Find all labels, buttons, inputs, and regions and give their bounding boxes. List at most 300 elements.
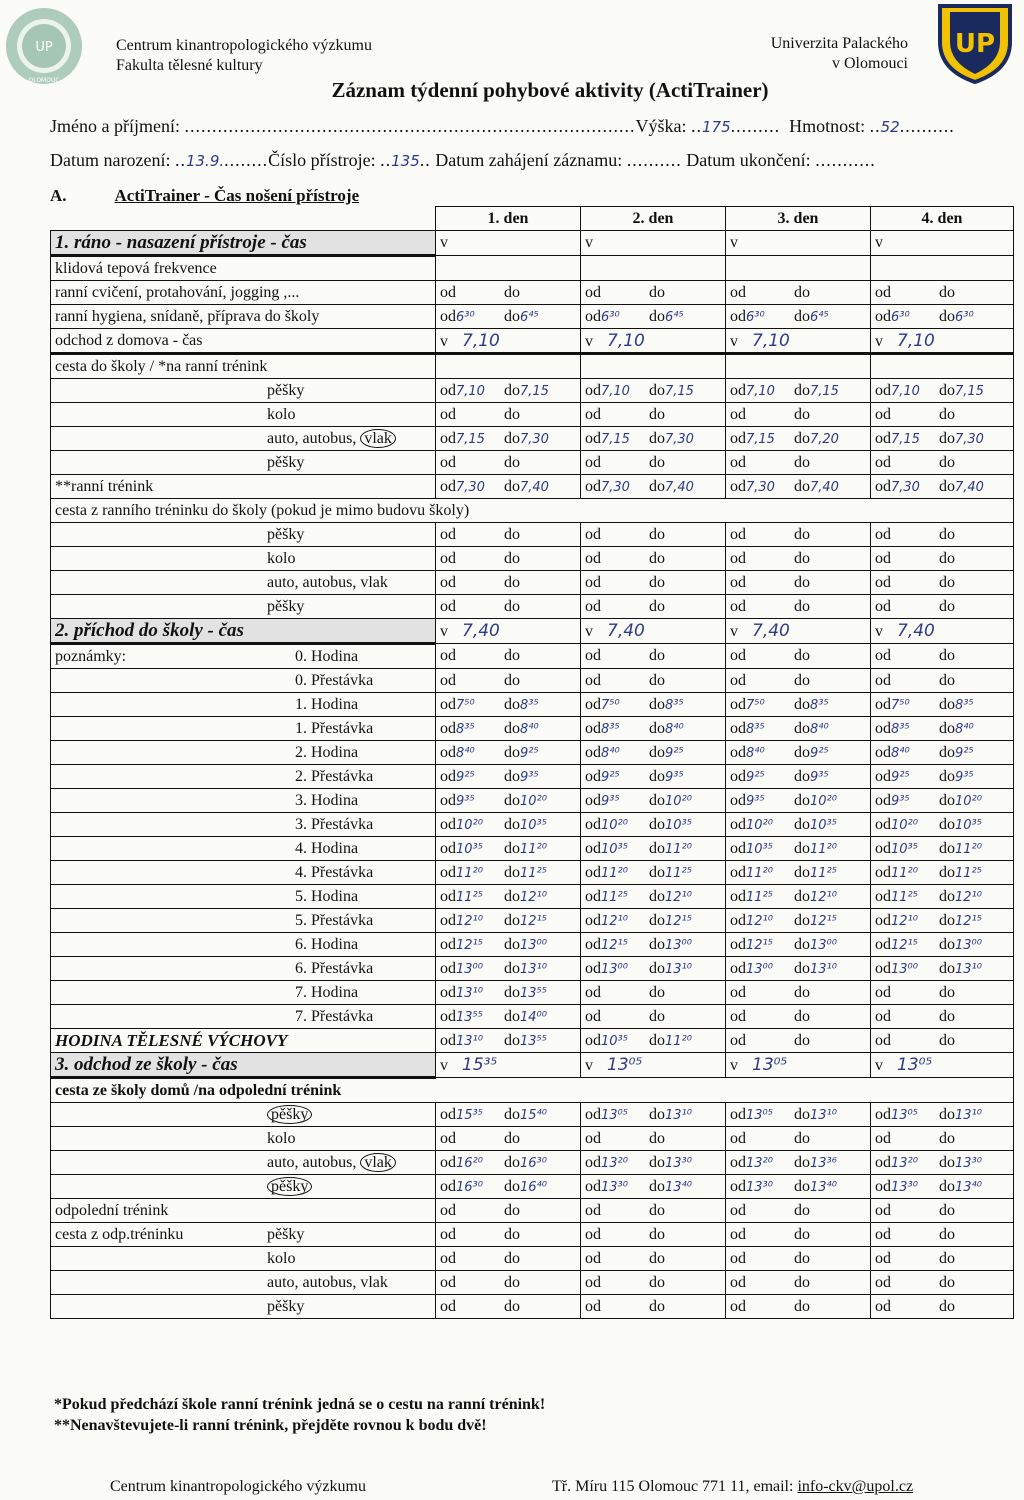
time-cell[interactable] — [726, 451, 871, 475]
time-cell[interactable] — [436, 451, 581, 475]
time-cell[interactable] — [871, 403, 1014, 427]
to-time[interactable]: 10³⁵ — [810, 817, 837, 833]
from-time[interactable]: 9²⁵ — [746, 769, 765, 785]
to-time[interactable]: 13¹⁰ — [955, 1107, 982, 1123]
time-cell[interactable] — [436, 1053, 581, 1078]
time-cell[interactable] — [436, 1247, 581, 1271]
to-time[interactable]: 11²⁵ — [955, 865, 982, 881]
time-cell[interactable] — [726, 231, 871, 256]
time-cell[interactable] — [871, 669, 1014, 693]
time-cell[interactable] — [726, 1247, 871, 1271]
from-time[interactable]: 7,10 — [746, 383, 775, 399]
to-time[interactable]: 9²⁵ — [520, 745, 539, 761]
from-time[interactable]: 13¹⁰ — [456, 985, 483, 1001]
time-cell[interactable] — [581, 1103, 726, 1127]
to-time[interactable]: 7,15 — [955, 383, 984, 399]
time-cell[interactable] — [726, 475, 871, 499]
to-time[interactable]: 13³⁶ — [810, 1155, 837, 1171]
to-time[interactable]: 9²⁵ — [810, 745, 829, 761]
time-cell[interactable] — [726, 717, 871, 741]
device-value[interactable]: 135 — [391, 152, 420, 170]
from-time[interactable]: 12¹⁰ — [601, 913, 628, 929]
time-cell[interactable] — [871, 1223, 1014, 1247]
time-cell[interactable] — [436, 693, 581, 717]
time-cell[interactable] — [581, 1053, 726, 1078]
time-cell[interactable] — [726, 379, 871, 403]
to-time[interactable]: 11²⁵ — [810, 865, 837, 881]
time-cell[interactable] — [581, 1199, 726, 1223]
time-cell[interactable] — [726, 909, 871, 933]
to-time[interactable]: 12¹⁰ — [665, 889, 692, 905]
time-cell[interactable] — [726, 981, 871, 1005]
time-cell[interactable] — [871, 837, 1014, 861]
from-time[interactable]: 16³⁰ — [456, 1179, 483, 1195]
time-cell[interactable] — [726, 281, 871, 305]
from-time[interactable]: 12¹⁵ — [456, 937, 483, 953]
time-cell[interactable] — [581, 231, 726, 256]
from-time[interactable]: 9²⁵ — [456, 769, 475, 785]
time-cell[interactable] — [871, 329, 1014, 354]
time-cell[interactable] — [871, 1103, 1014, 1127]
time-cell[interactable] — [436, 1103, 581, 1127]
time-value[interactable]: 13⁰⁵ — [752, 1055, 788, 1075]
to-time[interactable]: 15⁴⁰ — [520, 1107, 547, 1123]
time-cell[interactable] — [871, 861, 1014, 885]
time-cell[interactable] — [436, 765, 581, 789]
time-cell[interactable] — [726, 1005, 871, 1029]
time-cell[interactable] — [581, 427, 726, 451]
from-time[interactable]: 9²⁵ — [601, 769, 620, 785]
time-cell[interactable] — [726, 1029, 871, 1053]
time-cell[interactable] — [871, 693, 1014, 717]
to-time[interactable]: 11²⁰ — [810, 841, 837, 857]
time-cell[interactable] — [436, 981, 581, 1005]
time-cell[interactable] — [726, 547, 871, 571]
from-time[interactable]: 12¹⁰ — [456, 913, 483, 929]
from-time[interactable]: 10³⁵ — [746, 841, 773, 857]
time-cell[interactable] — [436, 933, 581, 957]
time-cell[interactable] — [581, 1295, 726, 1319]
to-time[interactable]: 7,15 — [520, 383, 549, 399]
time-cell[interactable] — [581, 329, 726, 354]
to-time[interactable]: 7,30 — [955, 431, 984, 447]
time-cell[interactable] — [871, 741, 1014, 765]
time-cell[interactable] — [436, 644, 581, 669]
time-cell[interactable] — [581, 957, 726, 981]
to-time[interactable]: 13¹⁰ — [810, 961, 837, 977]
time-cell[interactable] — [726, 861, 871, 885]
time-cell[interactable] — [726, 644, 871, 669]
time-cell[interactable] — [726, 305, 871, 329]
time-cell[interactable] — [871, 379, 1014, 403]
to-time[interactable]: 7,40 — [665, 479, 694, 495]
time-cell[interactable] — [581, 741, 726, 765]
to-time[interactable]: 13⁴⁰ — [955, 1179, 982, 1195]
time-cell[interactable] — [436, 957, 581, 981]
to-time[interactable]: 12¹⁰ — [955, 889, 982, 905]
time-cell[interactable] — [871, 1029, 1014, 1053]
from-time[interactable]: 11²⁵ — [746, 889, 773, 905]
from-time[interactable]: 7⁵⁰ — [456, 697, 475, 713]
to-time[interactable]: 12¹⁵ — [665, 913, 692, 929]
time-cell[interactable] — [581, 837, 726, 861]
time-cell[interactable] — [436, 619, 581, 644]
time-cell[interactable] — [581, 765, 726, 789]
time-value[interactable]: 7,10 — [897, 330, 935, 351]
time-cell[interactable] — [726, 837, 871, 861]
from-time[interactable]: 7,30 — [891, 479, 920, 495]
time-cell[interactable] — [726, 329, 871, 354]
time-cell[interactable] — [436, 305, 581, 329]
time-cell[interactable] — [726, 933, 871, 957]
from-time[interactable]: 10³⁵ — [601, 1033, 628, 1049]
to-time[interactable]: 8³⁵ — [810, 697, 829, 713]
from-time[interactable]: 7⁵⁰ — [746, 697, 765, 713]
time-cell[interactable] — [581, 717, 726, 741]
to-time[interactable]: 13⁵⁵ — [520, 985, 547, 1001]
time-cell[interactable] — [871, 1053, 1014, 1078]
to-time[interactable]: 11²⁵ — [665, 865, 692, 881]
to-time[interactable]: 8⁴⁰ — [955, 721, 974, 737]
time-cell[interactable] — [581, 644, 726, 669]
from-time[interactable]: 13⁵⁵ — [456, 1009, 483, 1025]
time-cell[interactable] — [581, 861, 726, 885]
time-cell[interactable] — [726, 813, 871, 837]
time-value[interactable]: 13⁰⁵ — [607, 1055, 643, 1075]
time-cell[interactable] — [871, 909, 1014, 933]
weight-value[interactable]: 52 — [880, 118, 900, 136]
time-cell[interactable] — [581, 281, 726, 305]
to-time[interactable]: 13⁰⁰ — [955, 937, 982, 953]
time-cell[interactable] — [871, 1199, 1014, 1223]
time-cell[interactable] — [871, 523, 1014, 547]
to-time[interactable]: 6⁴⁵ — [810, 309, 829, 325]
height-value[interactable]: 175 — [701, 118, 731, 136]
from-time[interactable]: 7,15 — [746, 431, 775, 447]
from-time[interactable]: 6³⁰ — [601, 309, 620, 325]
time-cell[interactable] — [871, 1005, 1014, 1029]
time-cell[interactable] — [871, 281, 1014, 305]
time-cell[interactable] — [436, 1005, 581, 1029]
time-value[interactable]: 7,10 — [752, 330, 790, 351]
from-time[interactable]: 9²⁵ — [891, 769, 910, 785]
from-time[interactable]: 7⁵⁰ — [891, 697, 910, 713]
time-cell[interactable] — [871, 354, 1014, 379]
time-value[interactable]: 7,40 — [462, 621, 500, 641]
time-cell[interactable] — [726, 693, 871, 717]
dob-value[interactable]: 13.9. — [185, 152, 225, 170]
time-cell[interactable] — [581, 354, 726, 379]
from-time[interactable]: 7,30 — [601, 479, 630, 495]
from-time[interactable]: 8³⁵ — [746, 721, 765, 737]
from-time[interactable]: 12¹⁰ — [746, 913, 773, 929]
from-time[interactable]: 10³⁵ — [891, 841, 918, 857]
from-time[interactable]: 7,15 — [456, 431, 485, 447]
to-time[interactable]: 13³⁰ — [955, 1155, 982, 1171]
from-time[interactable]: 7,15 — [891, 431, 920, 447]
time-cell[interactable] — [436, 717, 581, 741]
to-time[interactable]: 10³⁵ — [955, 817, 982, 833]
from-time[interactable]: 6³⁰ — [456, 309, 475, 325]
from-time[interactable]: 15³⁵ — [456, 1107, 483, 1123]
time-cell[interactable] — [436, 1029, 581, 1053]
from-time[interactable]: 11²⁵ — [891, 889, 918, 905]
time-cell[interactable] — [726, 1127, 871, 1151]
to-time[interactable]: 10²⁰ — [520, 793, 547, 809]
from-time[interactable]: 6³⁰ — [891, 309, 910, 325]
time-cell[interactable] — [581, 981, 726, 1005]
from-time[interactable]: 12¹⁵ — [891, 937, 918, 953]
to-time[interactable]: 13⁰⁰ — [520, 937, 547, 953]
time-cell[interactable] — [871, 305, 1014, 329]
time-value[interactable]: 7,40 — [897, 621, 935, 641]
to-time[interactable]: 12¹⁵ — [955, 913, 982, 929]
time-cell[interactable] — [726, 595, 871, 619]
to-time[interactable]: 9²⁵ — [665, 745, 684, 761]
to-time[interactable]: 10³⁵ — [665, 817, 692, 833]
from-time[interactable]: 11²⁰ — [891, 865, 918, 881]
from-time[interactable]: 8⁴⁰ — [891, 745, 910, 761]
time-cell[interactable] — [871, 933, 1014, 957]
time-cell[interactable] — [871, 571, 1014, 595]
time-cell[interactable] — [436, 789, 581, 813]
time-cell[interactable] — [436, 1151, 581, 1175]
to-time[interactable]: 12¹⁰ — [810, 889, 837, 905]
time-cell[interactable] — [726, 1295, 871, 1319]
from-time[interactable]: 7,10 — [891, 383, 920, 399]
time-cell[interactable] — [436, 354, 581, 379]
from-time[interactable]: 10²⁰ — [456, 817, 483, 833]
to-time[interactable]: 8³⁵ — [955, 697, 974, 713]
time-cell[interactable] — [871, 957, 1014, 981]
time-cell[interactable] — [581, 1175, 726, 1199]
from-time[interactable]: 10³⁵ — [601, 841, 628, 857]
time-cell[interactable] — [436, 669, 581, 693]
to-time[interactable]: 8⁴⁰ — [520, 721, 539, 737]
time-cell[interactable] — [871, 717, 1014, 741]
time-cell[interactable] — [436, 1175, 581, 1199]
time-cell[interactable] — [581, 933, 726, 957]
time-cell[interactable] — [436, 909, 581, 933]
time-cell[interactable] — [726, 1053, 871, 1078]
time-cell[interactable] — [436, 1295, 581, 1319]
to-time[interactable]: 6³⁰ — [955, 309, 974, 325]
time-cell[interactable] — [581, 909, 726, 933]
to-time[interactable]: 10²⁰ — [955, 793, 982, 809]
to-time[interactable]: 11²⁰ — [665, 1033, 692, 1049]
time-cell[interactable] — [871, 1127, 1014, 1151]
from-time[interactable]: 13⁰⁵ — [601, 1107, 628, 1123]
to-time[interactable]: 10²⁰ — [665, 793, 692, 809]
time-cell[interactable] — [436, 281, 581, 305]
time-cell[interactable] — [871, 231, 1014, 256]
from-time[interactable]: 7,30 — [456, 479, 485, 495]
time-value[interactable]: 7,10 — [607, 330, 645, 351]
time-cell[interactable] — [871, 427, 1014, 451]
time-cell[interactable] — [726, 619, 871, 644]
time-cell[interactable] — [581, 693, 726, 717]
time-cell[interactable] — [436, 885, 581, 909]
to-time[interactable]: 7,15 — [810, 383, 839, 399]
time-cell[interactable] — [436, 813, 581, 837]
to-time[interactable]: 7,40 — [955, 479, 984, 495]
name-field[interactable]: .................................................................................. — [184, 116, 636, 136]
time-cell[interactable] — [581, 1247, 726, 1271]
time-value[interactable]: 7,10 — [462, 330, 500, 351]
from-time[interactable]: 13⁰⁰ — [746, 961, 773, 977]
time-cell[interactable] — [871, 981, 1014, 1005]
to-time[interactable]: 12¹⁰ — [520, 889, 547, 905]
time-value[interactable]: 13⁰⁵ — [897, 1055, 933, 1075]
time-cell[interactable] — [726, 741, 871, 765]
time-cell[interactable] — [436, 1223, 581, 1247]
time-value[interactable]: 15³⁵ — [462, 1055, 498, 1075]
time-cell[interactable] — [436, 1271, 581, 1295]
time-cell[interactable] — [726, 1151, 871, 1175]
to-time[interactable]: 11²⁰ — [955, 841, 982, 857]
to-time[interactable]: 7,15 — [665, 383, 694, 399]
time-cell[interactable] — [436, 1199, 581, 1223]
from-time[interactable]: 8³⁵ — [601, 721, 620, 737]
time-cell[interactable] — [871, 595, 1014, 619]
time-cell[interactable] — [581, 885, 726, 909]
from-time[interactable]: 13³⁰ — [746, 1179, 773, 1195]
time-cell[interactable] — [436, 595, 581, 619]
from-time[interactable]: 10²⁰ — [746, 817, 773, 833]
time-cell[interactable] — [871, 619, 1014, 644]
time-cell[interactable] — [871, 475, 1014, 499]
time-cell[interactable] — [436, 547, 581, 571]
time-cell[interactable] — [871, 1271, 1014, 1295]
time-cell[interactable] — [871, 885, 1014, 909]
time-cell[interactable] — [436, 571, 581, 595]
from-time[interactable]: 7,10 — [601, 383, 630, 399]
from-time[interactable]: 7⁵⁰ — [601, 697, 620, 713]
to-time[interactable]: 11²⁰ — [520, 841, 547, 857]
time-cell[interactable] — [871, 547, 1014, 571]
from-time[interactable]: 8³⁵ — [891, 721, 910, 737]
time-cell[interactable] — [726, 403, 871, 427]
time-cell[interactable] — [581, 1271, 726, 1295]
time-cell[interactable] — [436, 329, 581, 354]
time-cell[interactable] — [436, 837, 581, 861]
time-cell[interactable] — [581, 547, 726, 571]
time-cell[interactable] — [726, 571, 871, 595]
time-cell[interactable] — [871, 789, 1014, 813]
time-cell[interactable] — [726, 885, 871, 909]
time-cell[interactable] — [871, 644, 1014, 669]
from-time[interactable]: 13¹⁰ — [456, 1033, 483, 1049]
from-time[interactable]: 12¹⁰ — [891, 913, 918, 929]
from-time[interactable]: 6³⁰ — [746, 309, 765, 325]
to-time[interactable]: 8³⁵ — [665, 697, 684, 713]
time-cell[interactable] — [871, 765, 1014, 789]
from-time[interactable]: 9³⁵ — [601, 793, 620, 809]
time-cell[interactable] — [436, 741, 581, 765]
to-time[interactable]: 13⁰⁰ — [665, 937, 692, 953]
from-time[interactable]: 8⁴⁰ — [456, 745, 475, 761]
footer-email-link[interactable]: info-ckv@upol.cz — [797, 1478, 914, 1495]
time-cell[interactable] — [436, 523, 581, 547]
to-time[interactable]: 7,30 — [665, 431, 694, 447]
to-time[interactable]: 13⁴⁰ — [665, 1179, 692, 1195]
time-cell[interactable] — [871, 451, 1014, 475]
time-cell[interactable] — [726, 669, 871, 693]
from-time[interactable]: 11²⁰ — [746, 865, 773, 881]
from-time[interactable]: 8⁴⁰ — [601, 745, 620, 761]
to-time[interactable]: 14⁰⁰ — [520, 1009, 547, 1025]
to-time[interactable]: 13¹⁰ — [810, 1107, 837, 1123]
to-time[interactable]: 13¹⁰ — [665, 961, 692, 977]
from-time[interactable]: 8³⁵ — [456, 721, 475, 737]
time-cell[interactable] — [436, 256, 581, 281]
time-cell[interactable] — [581, 789, 726, 813]
time-cell[interactable] — [436, 379, 581, 403]
time-cell[interactable] — [581, 256, 726, 281]
to-time[interactable]: 7,20 — [810, 431, 839, 447]
time-cell[interactable] — [726, 1199, 871, 1223]
from-time[interactable]: 9³⁵ — [746, 793, 765, 809]
from-time[interactable]: 8⁴⁰ — [746, 745, 765, 761]
to-time[interactable]: 11²⁰ — [665, 841, 692, 857]
from-time[interactable]: 9³⁵ — [456, 793, 475, 809]
from-time[interactable]: 13³⁰ — [891, 1179, 918, 1195]
time-cell[interactable] — [581, 813, 726, 837]
time-cell[interactable] — [726, 765, 871, 789]
from-time[interactable]: 12¹⁵ — [746, 937, 773, 953]
time-cell[interactable] — [581, 1223, 726, 1247]
from-time[interactable]: 13⁰⁵ — [891, 1107, 918, 1123]
to-time[interactable]: 10²⁰ — [810, 793, 837, 809]
time-cell[interactable] — [581, 379, 726, 403]
from-time[interactable]: 13⁰⁰ — [456, 961, 483, 977]
time-cell[interactable] — [436, 475, 581, 499]
to-time[interactable]: 13⁰⁰ — [810, 937, 837, 953]
to-time[interactable]: 13¹⁰ — [665, 1107, 692, 1123]
time-cell[interactable] — [726, 1271, 871, 1295]
from-time[interactable]: 13²⁰ — [601, 1155, 628, 1171]
time-cell[interactable] — [726, 427, 871, 451]
from-time[interactable]: 11²⁰ — [456, 865, 483, 881]
to-time[interactable]: 13¹⁰ — [955, 961, 982, 977]
from-time[interactable]: 10²⁰ — [891, 817, 918, 833]
from-time[interactable]: 7,15 — [601, 431, 630, 447]
to-time[interactable]: 7,40 — [810, 479, 839, 495]
to-time[interactable]: 9²⁵ — [955, 745, 974, 761]
from-time[interactable]: 16²⁰ — [456, 1155, 483, 1171]
from-time[interactable]: 11²⁵ — [456, 889, 483, 905]
to-time[interactable]: 9³⁵ — [520, 769, 539, 785]
time-cell[interactable] — [871, 1295, 1014, 1319]
to-time[interactable]: 12¹⁵ — [520, 913, 547, 929]
to-time[interactable]: 12¹⁵ — [810, 913, 837, 929]
to-time[interactable]: 8⁴⁰ — [810, 721, 829, 737]
to-time[interactable]: 6⁴⁵ — [520, 309, 539, 325]
time-cell[interactable] — [726, 354, 871, 379]
to-time[interactable]: 11²⁵ — [520, 865, 547, 881]
time-value[interactable]: 7,40 — [607, 621, 645, 641]
to-time[interactable]: 13⁴⁰ — [810, 1179, 837, 1195]
time-cell[interactable] — [436, 1127, 581, 1151]
time-cell[interactable] — [726, 1223, 871, 1247]
from-time[interactable]: 7,30 — [746, 479, 775, 495]
from-time[interactable]: 10²⁰ — [601, 817, 628, 833]
time-cell[interactable] — [726, 789, 871, 813]
time-cell[interactable] — [436, 861, 581, 885]
time-cell[interactable] — [871, 813, 1014, 837]
time-cell[interactable] — [436, 403, 581, 427]
time-cell[interactable] — [581, 475, 726, 499]
